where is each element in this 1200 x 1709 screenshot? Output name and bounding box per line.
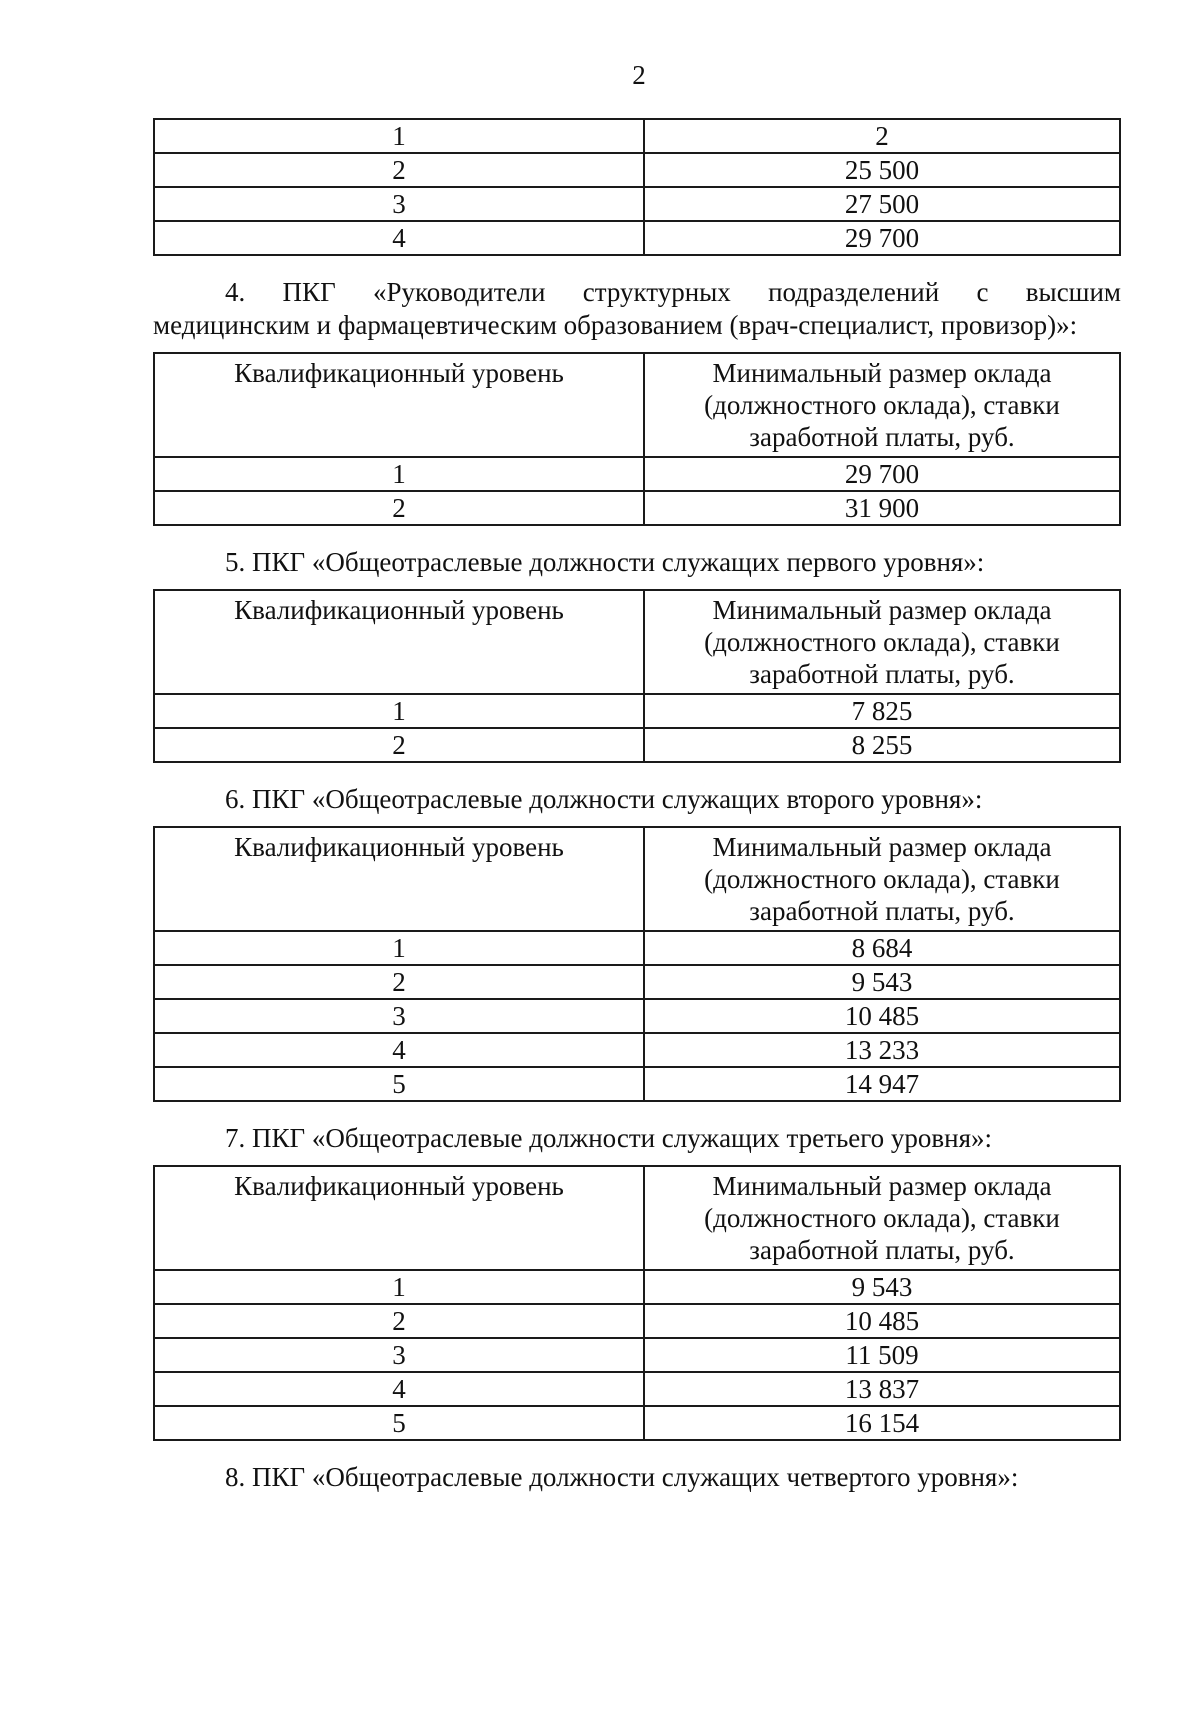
table-row [154,1338,1120,1372]
table-row [154,1406,1120,1440]
level-cell: 1 [154,1270,644,1304]
level-cell: 3 [154,999,644,1033]
table-row [154,1270,1120,1304]
table-row [154,1033,1120,1067]
section-4-title-line-1: 4. ПКГ «Руководители структурных подразделений с высшим [225,277,1121,307]
qualification-level-header: Квалификационный уровень [154,1166,644,1270]
table-row [154,1304,1120,1338]
page-number: 2 [632,60,646,90]
level-cell: 5 [154,1067,644,1101]
salary-header-line: (должностного оклада), ставки [704,627,1060,657]
section-6-title: 6. ПКГ «Общеотраслевые должности служащих второго уровня»: [225,784,983,814]
table-header-row [154,827,1120,931]
salary-cell: 9 543 [644,965,1120,999]
table-header-row [154,119,1120,153]
table-row [154,999,1120,1033]
salary-cell: 25 500 [644,153,1120,187]
section-5-salary-table [153,589,1121,763]
salary-header-line: (должностного оклада), ставки [704,864,1060,894]
salary-header-line: Минимальный размер оклада [712,1171,1052,1201]
section-4-salary-table [153,352,1121,526]
table-row [154,1372,1120,1406]
salary-cell: 11 509 [644,1338,1120,1372]
level-cell: 2 [154,965,644,999]
section-6-salary-table [153,826,1121,1102]
salary-cell: 7 825 [644,694,1120,728]
salary-cell: 13 837 [644,1372,1120,1406]
table-header-row [154,590,1120,694]
salary-header-line: (должностного оклада), ставки [704,390,1060,420]
table-row [154,965,1120,999]
salary-header-line: (должностного оклада), ставки [704,1203,1060,1233]
salary-header-line: Минимальный размер оклада [712,358,1052,388]
salary-header-line: заработной платы, руб. [749,896,1015,926]
level-cell: 1 [154,931,644,965]
qualification-level-header: Квалификационный уровень [154,827,644,931]
level-cell: 2 [154,1304,644,1338]
table-row [154,187,1120,221]
salary-cell: 10 485 [644,1304,1120,1338]
salary-cell: 9 543 [644,1270,1120,1304]
level-cell: 1 [154,694,644,728]
level-cell: 5 [154,1406,644,1440]
document-body [153,118,1121,1494]
minimum-salary-header [644,827,1120,931]
salary-cell: 29 700 [644,457,1120,491]
level-cell: 3 [154,1338,644,1372]
salary-cell: 16 154 [644,1406,1120,1440]
column-number-2: 2 [644,119,1120,153]
section-8-title: 8. ПКГ «Общеотраслевые должности служащих четвертого уровня»: [225,1462,1019,1492]
table-row [154,931,1120,965]
salary-header-line: заработной платы, руб. [749,659,1015,689]
table-row [154,221,1120,255]
salary-cell: 8 255 [644,728,1120,762]
salary-cell: 13 233 [644,1033,1120,1067]
salary-cell: 8 684 [644,931,1120,965]
salary-cell: 27 500 [644,187,1120,221]
salary-cell: 14 947 [644,1067,1120,1101]
salary-header-line: Минимальный размер оклада [712,595,1052,625]
table-row [154,153,1120,187]
level-cell: 2 [154,491,644,525]
salary-cell: 10 485 [644,999,1120,1033]
table-row [154,457,1120,491]
table-header-row [154,353,1120,457]
column-number-1: 1 [154,119,644,153]
minimum-salary-header [644,590,1120,694]
table-header-row [154,1166,1120,1270]
salary-header-line: заработной платы, руб. [749,422,1015,452]
salary-cell: 29 700 [644,221,1120,255]
salary-cell: 31 900 [644,491,1120,525]
continued-salary-table [153,118,1121,256]
level-cell: 4 [154,1372,644,1406]
table-row [154,694,1120,728]
minimum-salary-header [644,353,1120,457]
level-cell: 3 [154,187,644,221]
qualification-level-header: Квалификационный уровень [154,590,644,694]
level-cell: 4 [154,1033,644,1067]
level-cell: 2 [154,728,644,762]
level-cell: 2 [154,153,644,187]
salary-header-line: заработной платы, руб. [749,1235,1015,1265]
section-7-salary-table [153,1165,1121,1441]
salary-header-line: Минимальный размер оклада [712,832,1052,862]
table-row [154,728,1120,762]
table-row [154,491,1120,525]
section-5-title: 5. ПКГ «Общеотраслевые должности служащих первого уровня»: [225,547,985,577]
section-4-title-line-2: медицинским и фармацевтическим образованием (врач-специалист, провизор)»: [153,310,1078,340]
minimum-salary-header [644,1166,1120,1270]
level-cell: 4 [154,221,644,255]
section-7-title: 7. ПКГ «Общеотраслевые должности служащих третьего уровня»: [225,1123,993,1153]
qualification-level-header: Квалификационный уровень [154,353,644,457]
table-row [154,1067,1120,1101]
level-cell: 1 [154,457,644,491]
